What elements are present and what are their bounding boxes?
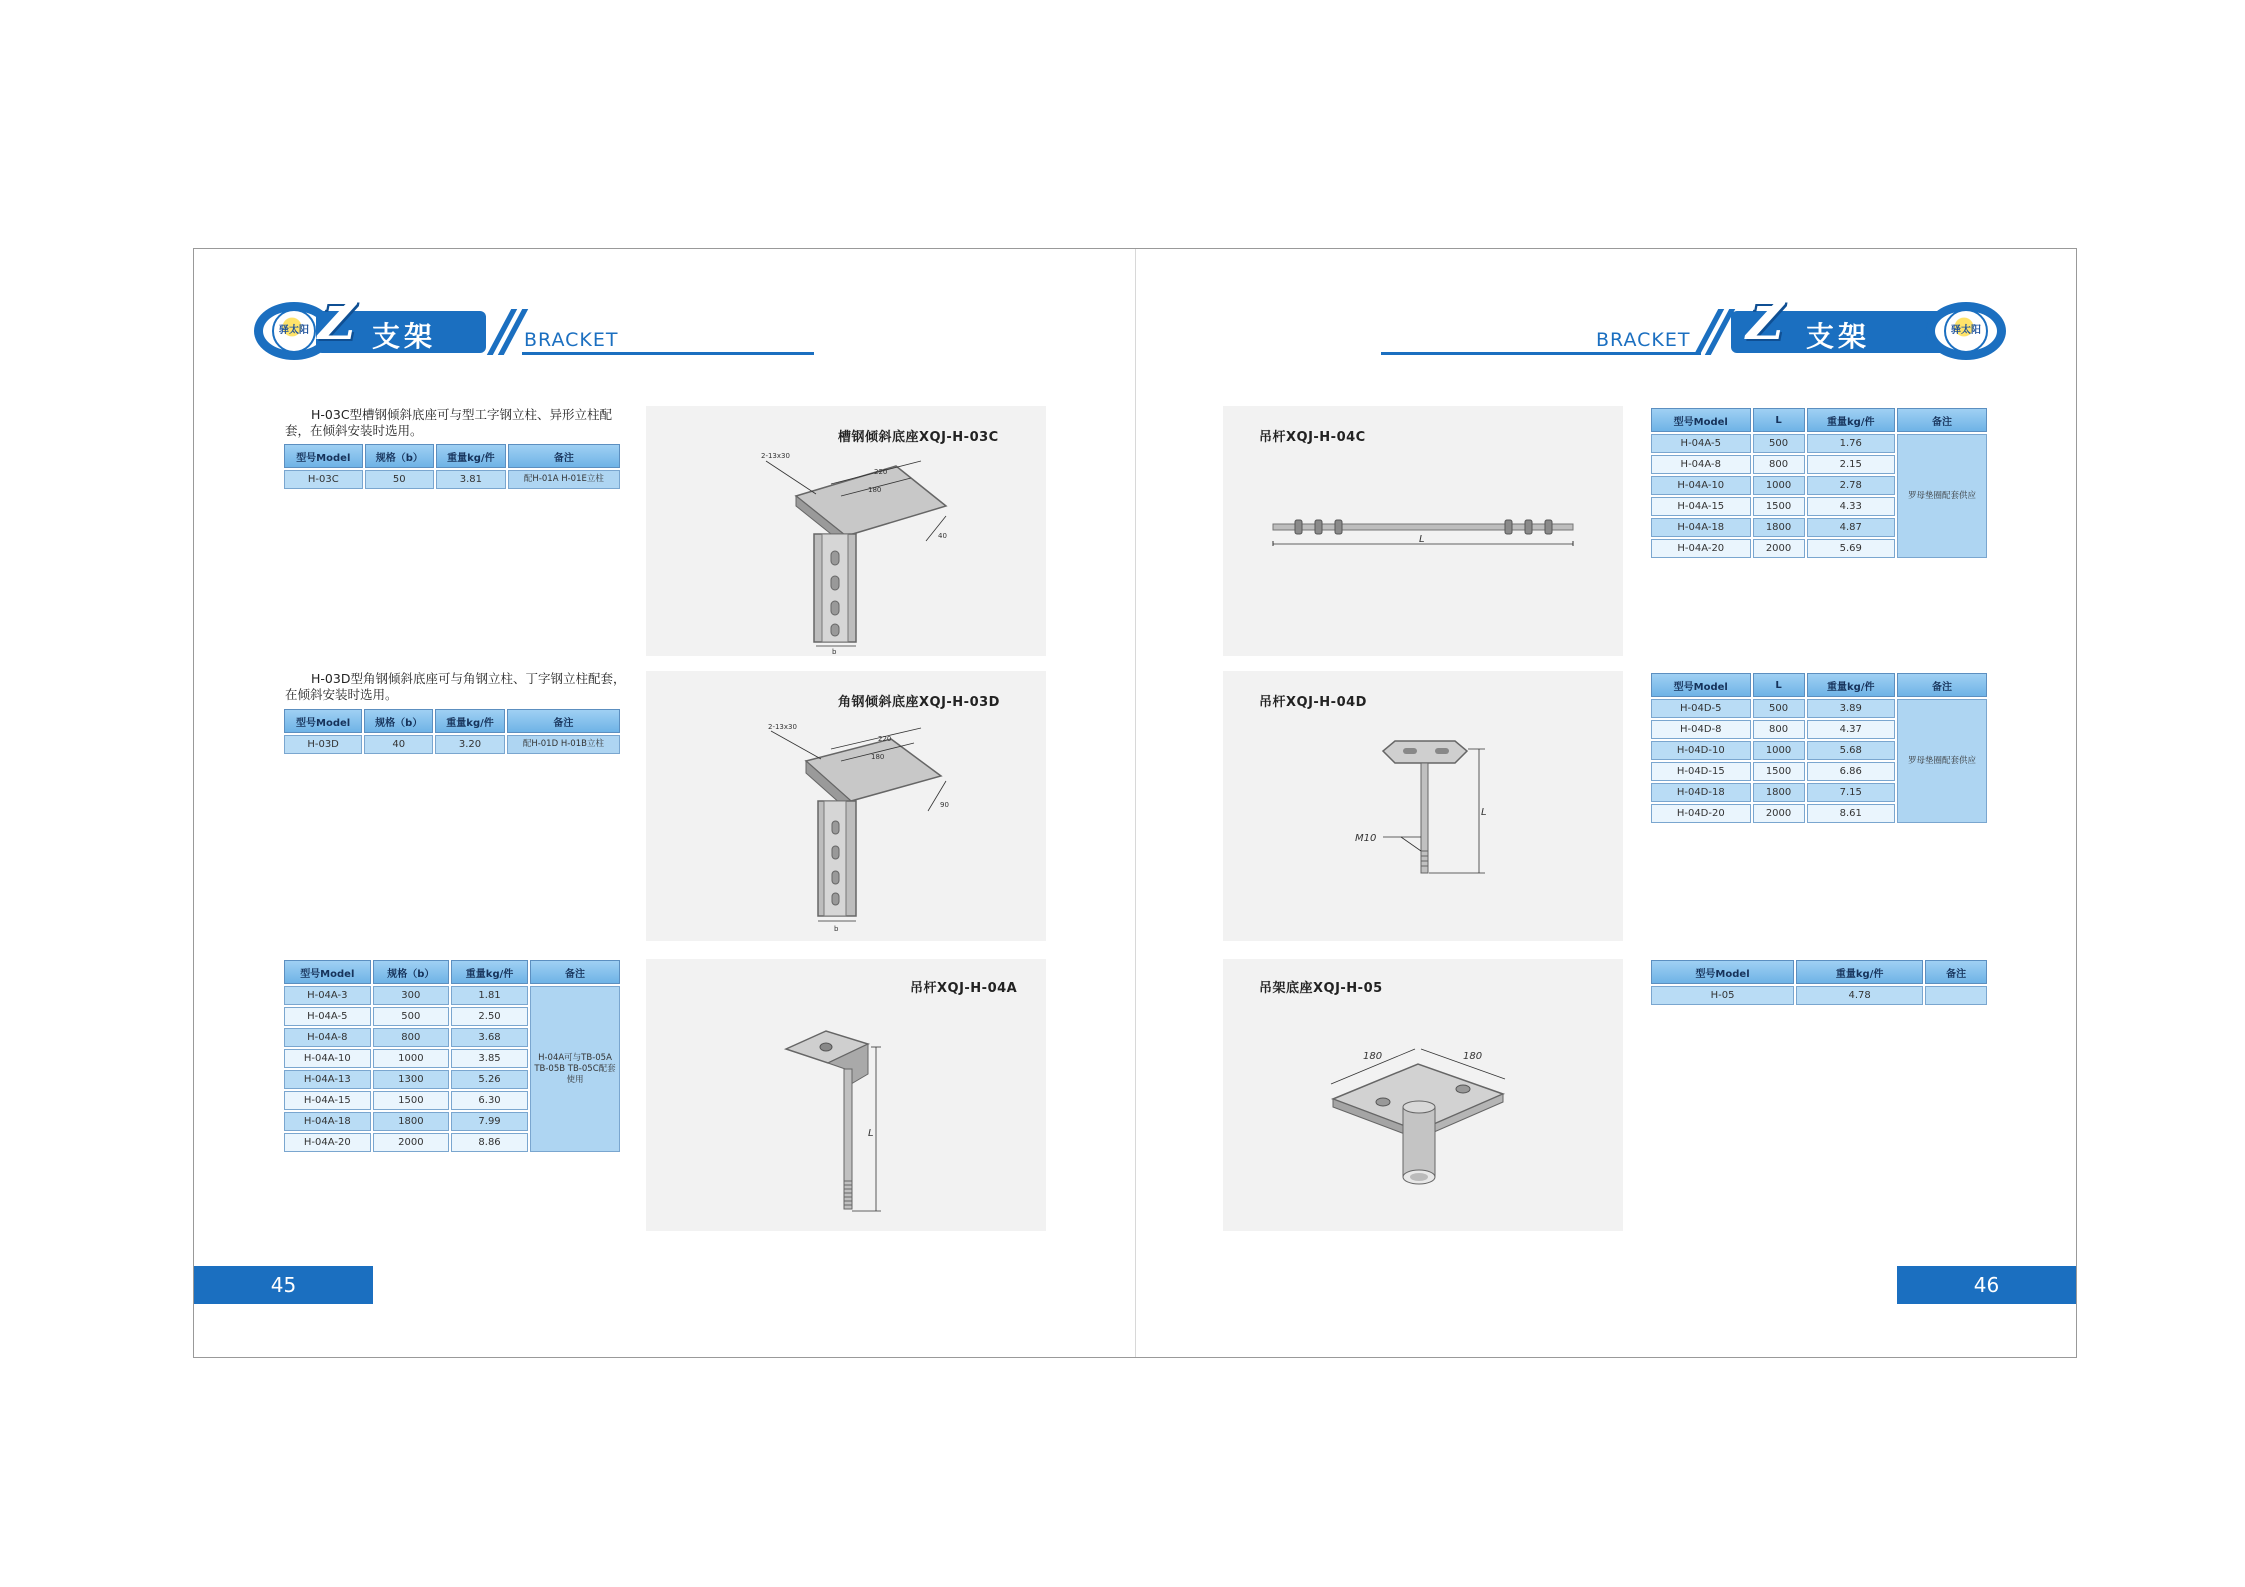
col-header: 备注 (1897, 673, 1987, 697)
table-row (1651, 699, 1987, 718)
dim-label: 220 (874, 468, 888, 476)
cell-weight: 7.99 (451, 1112, 528, 1131)
h04d-figure-panel (1223, 671, 1623, 941)
cell-model: H-04A-5 (284, 1007, 371, 1026)
dim-label: 180 (1463, 1051, 1483, 1062)
dim-label: 180 (871, 753, 885, 761)
title-cn: 支架 (372, 320, 437, 353)
cell-length: 1800 (1753, 518, 1805, 537)
cell-weight: 4.87 (1807, 518, 1895, 537)
cell-spec: 2000 (373, 1133, 449, 1152)
dim-label: b (832, 648, 837, 656)
dim-label: 220 (878, 735, 892, 743)
dim-label: L (1419, 534, 1425, 545)
cell-weight: 5.26 (451, 1070, 528, 1089)
cell-length: 2000 (1753, 804, 1805, 823)
cell-model: H-03D (284, 735, 362, 754)
page-number: 46 (1897, 1266, 2076, 1304)
cell-length: 1800 (1753, 783, 1805, 802)
dim-label: 40 (938, 532, 947, 540)
cell-weight: 5.68 (1807, 741, 1895, 760)
cell-model: H-04A-18 (284, 1112, 371, 1131)
cell-model: H-04A-8 (1651, 455, 1751, 474)
cell-weight: 4.78 (1796, 986, 1923, 1005)
col-header: L (1753, 673, 1805, 697)
h03c-table (282, 442, 622, 491)
header-rule (522, 352, 814, 355)
cell-model: H-04A-20 (1651, 539, 1751, 558)
figure-title: 吊杆XQJ-H-04C (1259, 430, 1366, 445)
cell-length: 1000 (1753, 476, 1805, 495)
cell-model: H-04D-18 (1651, 783, 1751, 802)
col-header: 备注 (507, 709, 620, 733)
dim-label: L (868, 1128, 874, 1139)
cell-note: H-04A可与TB-05A TB-05B TB-05C配套使用 (530, 986, 620, 1152)
cell-spec: 1800 (373, 1112, 449, 1131)
h04a-figure-panel (646, 959, 1046, 1231)
figure-title: 吊杆XQJ-H-04A (910, 981, 1018, 996)
cell-length: 1000 (1753, 741, 1805, 760)
company-logo: 驿太阳 (272, 309, 316, 353)
col-header: 备注 (508, 444, 620, 468)
col-header: 重量kg/件 (436, 444, 506, 468)
cell-spec: 50 (365, 470, 434, 489)
cell-note: 配H-01D H-01B立柱 (507, 735, 620, 754)
cell-spec: 1000 (373, 1049, 449, 1068)
h03c-figure-panel (646, 406, 1046, 656)
section-header (1381, 291, 2016, 367)
h04c-drawing (1223, 406, 1623, 656)
col-header: 型号Model (284, 709, 362, 733)
z-letter: Z (1746, 291, 1784, 352)
cell-model: H-04A-20 (284, 1133, 371, 1152)
h03d-figure-panel (646, 671, 1046, 941)
cell-weight: 8.61 (1807, 804, 1895, 823)
cell-weight: 3.81 (436, 470, 506, 489)
figure-title: 角钢倾斜底座XQJ-H-03D (838, 695, 1000, 710)
section-header (254, 291, 814, 367)
cell-spec: 800 (373, 1028, 449, 1047)
cell-weight: 4.37 (1807, 720, 1895, 739)
cell-weight: 6.30 (451, 1091, 528, 1110)
col-header: 重量kg/件 (435, 709, 504, 733)
cell-model: H-04A-10 (284, 1049, 371, 1068)
h04d-table (1649, 671, 1989, 825)
company-logo: 驿太阳 (1944, 309, 1988, 353)
col-header: 重量kg/件 (1807, 408, 1895, 432)
col-header: 重量kg/件 (1796, 960, 1923, 984)
col-header: 重量kg/件 (451, 960, 528, 984)
cell-weight: 8.86 (451, 1133, 528, 1152)
table-row (1651, 986, 1987, 1005)
cell-weight: 3.20 (435, 735, 504, 754)
h03d-drawing (646, 671, 1046, 941)
cell-note: 罗母垫圈配套供应 (1897, 699, 1987, 823)
col-header: 规格（b） (373, 960, 449, 984)
h04c-figure-panel (1223, 406, 1623, 656)
cell-length: 800 (1753, 455, 1805, 474)
page-46 (1136, 249, 2076, 1357)
cell-note (1925, 986, 1987, 1005)
col-header: 备注 (1897, 408, 1987, 432)
cell-spec: 40 (364, 735, 433, 754)
cell-model: H-04D-20 (1651, 804, 1751, 823)
page-number: 45 (194, 1266, 373, 1304)
table-row (284, 470, 620, 489)
h04a-table (282, 958, 622, 1154)
col-header: 备注 (1925, 960, 1987, 984)
h04c-table (1649, 406, 1989, 560)
table-row (1651, 434, 1987, 453)
cell-weight: 3.85 (451, 1049, 528, 1068)
cell-weight: 1.81 (451, 986, 528, 1005)
title-cn: 支架 (1806, 320, 1871, 353)
cell-weight: 2.78 (1807, 476, 1895, 495)
cell-weight: 4.33 (1807, 497, 1895, 516)
table-row (284, 986, 620, 1005)
title-en: BRACKET (524, 329, 619, 351)
table-row (284, 735, 620, 754)
dim-label: M10 (1355, 833, 1377, 844)
cell-length: 500 (1753, 699, 1805, 718)
h04d-drawing (1223, 671, 1623, 941)
cell-model: H-04A-15 (284, 1091, 371, 1110)
cell-model: H-04A-13 (284, 1070, 371, 1089)
figure-title: 槽钢倾斜底座XQJ-H-03C (838, 430, 999, 445)
dim-label: 2-13x30 (768, 723, 797, 731)
cell-weight: 2.50 (451, 1007, 528, 1026)
col-header: 规格（b） (365, 444, 434, 468)
cell-spec: 500 (373, 1007, 449, 1026)
cell-spec: 1500 (373, 1091, 449, 1110)
h05-table (1649, 958, 1989, 1007)
cell-note: 配H-01A H-01E立柱 (508, 470, 620, 489)
cell-weight: 3.68 (451, 1028, 528, 1047)
cell-model: H-04A-18 (1651, 518, 1751, 537)
h03c-description: H-03C型槽钢倾斜底座可与型工字钢立柱、异形立柱配套，在倾斜安装时选用。 (285, 407, 613, 438)
cell-model: H-04D-8 (1651, 720, 1751, 739)
col-header: 重量kg/件 (1807, 673, 1895, 697)
dim-label: 90 (940, 801, 949, 809)
cell-model: H-04D-5 (1651, 699, 1751, 718)
title-en: BRACKET (1596, 329, 1691, 351)
dim-label: 180 (1363, 1051, 1383, 1062)
h04a-drawing (646, 959, 1046, 1231)
cell-model: H-05 (1651, 986, 1794, 1005)
col-header: 型号Model (1651, 408, 1751, 432)
dim-label: 2-13x30 (761, 452, 790, 460)
h03d-description: H-03D型角钢倾斜底座可与角钢立柱、丁字钢立柱配套，在倾斜安装时选用。 (285, 671, 626, 702)
page-45 (194, 249, 1134, 1357)
col-header: 型号Model (284, 444, 363, 468)
cell-model: H-04A-3 (284, 986, 371, 1005)
dim-label: b (834, 925, 839, 933)
cell-weight: 6.86 (1807, 762, 1895, 781)
cell-spec: 1300 (373, 1070, 449, 1089)
cell-weight: 1.76 (1807, 434, 1895, 453)
cell-weight: 2.15 (1807, 455, 1895, 474)
h05-drawing (1223, 959, 1623, 1231)
cell-length: 800 (1753, 720, 1805, 739)
col-header: 备注 (530, 960, 620, 984)
h05-figure-panel (1223, 959, 1623, 1231)
cell-length: 1500 (1753, 497, 1805, 516)
col-header: 型号Model (1651, 960, 1794, 984)
cell-spec: 300 (373, 986, 449, 1005)
col-header: L (1753, 408, 1805, 432)
figure-title: 吊杆XQJ-H-04D (1259, 695, 1367, 710)
z-letter: Z (318, 291, 356, 352)
cell-weight: 7.15 (1807, 783, 1895, 802)
cell-weight: 5.69 (1807, 539, 1895, 558)
cell-length: 2000 (1753, 539, 1805, 558)
h03c-drawing (646, 406, 1046, 656)
brochure-spread (193, 248, 2077, 1358)
col-header: 型号Model (1651, 673, 1751, 697)
h03d-table (282, 707, 622, 756)
col-header: 规格（b） (364, 709, 433, 733)
cell-model: H-04A-10 (1651, 476, 1751, 495)
cell-model: H-04D-10 (1651, 741, 1751, 760)
col-header: 型号Model (284, 960, 371, 984)
dim-label: 180 (868, 486, 882, 494)
figure-title: 吊架底座XQJ-H-05 (1259, 981, 1383, 996)
cell-model: H-04A-15 (1651, 497, 1751, 516)
cell-length: 1500 (1753, 762, 1805, 781)
header-rule (1381, 352, 1701, 355)
cell-note: 罗母垫圈配套供应 (1897, 434, 1987, 558)
cell-model: H-04A-5 (1651, 434, 1751, 453)
cell-length: 500 (1753, 434, 1805, 453)
cell-model: H-03C (284, 470, 363, 489)
cell-model: H-04A-8 (284, 1028, 371, 1047)
dim-label: L (1481, 807, 1487, 818)
cell-weight: 3.89 (1807, 699, 1895, 718)
cell-model: H-04D-15 (1651, 762, 1751, 781)
